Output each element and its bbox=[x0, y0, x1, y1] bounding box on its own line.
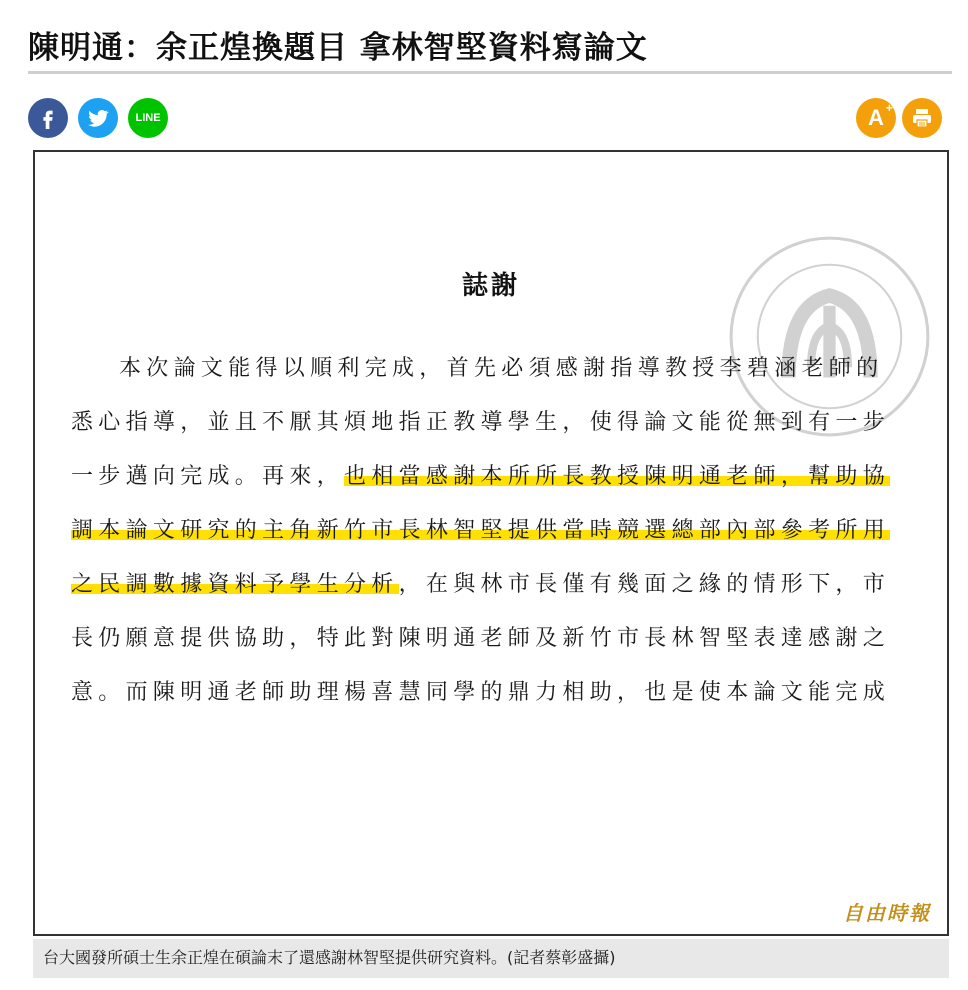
document-line: 悉心指導，並且不厭其煩地指正教導學生，使得論文能從無到有一步 bbox=[71, 410, 891, 435]
document-line: 意。而陳明通老師助理楊喜慧同學的鼎力相助，也是使本論文能完成 bbox=[71, 680, 891, 705]
document-text: 一步邁向完成。再來， bbox=[71, 464, 345, 489]
article-tools bbox=[856, 98, 948, 140]
twitter-share-button[interactable] bbox=[78, 98, 118, 138]
document-line bbox=[71, 504, 911, 558]
font-size-plus: + bbox=[885, 101, 893, 115]
newspaper-watermark: 自由時報 bbox=[843, 901, 931, 925]
document-body bbox=[71, 342, 911, 720]
twitter-icon bbox=[86, 106, 110, 130]
document-line: 本次論文能得以順利完成，首先必須感謝指導教授李碧涵老師的 bbox=[119, 356, 884, 381]
font-size-icon bbox=[868, 101, 893, 131]
font-size-button[interactable] bbox=[856, 98, 896, 138]
document-text: ，在與林市長僅有幾面之緣的情形下，市 bbox=[398, 572, 891, 597]
font-size-letter: A bbox=[868, 105, 884, 130]
highlighted-text: 之民調數據資料予學生分析 bbox=[71, 572, 399, 597]
article-photo bbox=[33, 150, 949, 936]
document-line bbox=[71, 450, 911, 504]
photo-caption: 台大國發所碩士生余正煌在碩論末了還感謝林智堅提供研究資料。(記者蔡彰盛攝) bbox=[33, 939, 949, 978]
headline-divider bbox=[28, 71, 952, 74]
document-title: 誌謝 bbox=[461, 271, 520, 301]
facebook-share-button[interactable] bbox=[28, 98, 68, 138]
line-share-button[interactable] bbox=[128, 98, 168, 138]
document-line: 長仍願意提供協助，特此對陳明通老師及新竹市長林智堅表達感謝之 bbox=[71, 626, 891, 651]
highlighted-text: 也相當感謝本所所長教授陳明通老師，幫助協 bbox=[344, 464, 891, 489]
printer-icon bbox=[910, 106, 934, 130]
print-button[interactable] bbox=[902, 98, 942, 138]
document-line bbox=[71, 558, 911, 612]
article-headline: 陳明通：余正煌換題目 拿林智堅資料寫論文 bbox=[28, 30, 648, 66]
facebook-icon bbox=[37, 107, 59, 129]
line-label: LINE bbox=[135, 112, 161, 124]
highlighted-text: 調本論文研究的主角新竹市長林智堅提供當時競選總部內部參考所用 bbox=[71, 518, 891, 543]
